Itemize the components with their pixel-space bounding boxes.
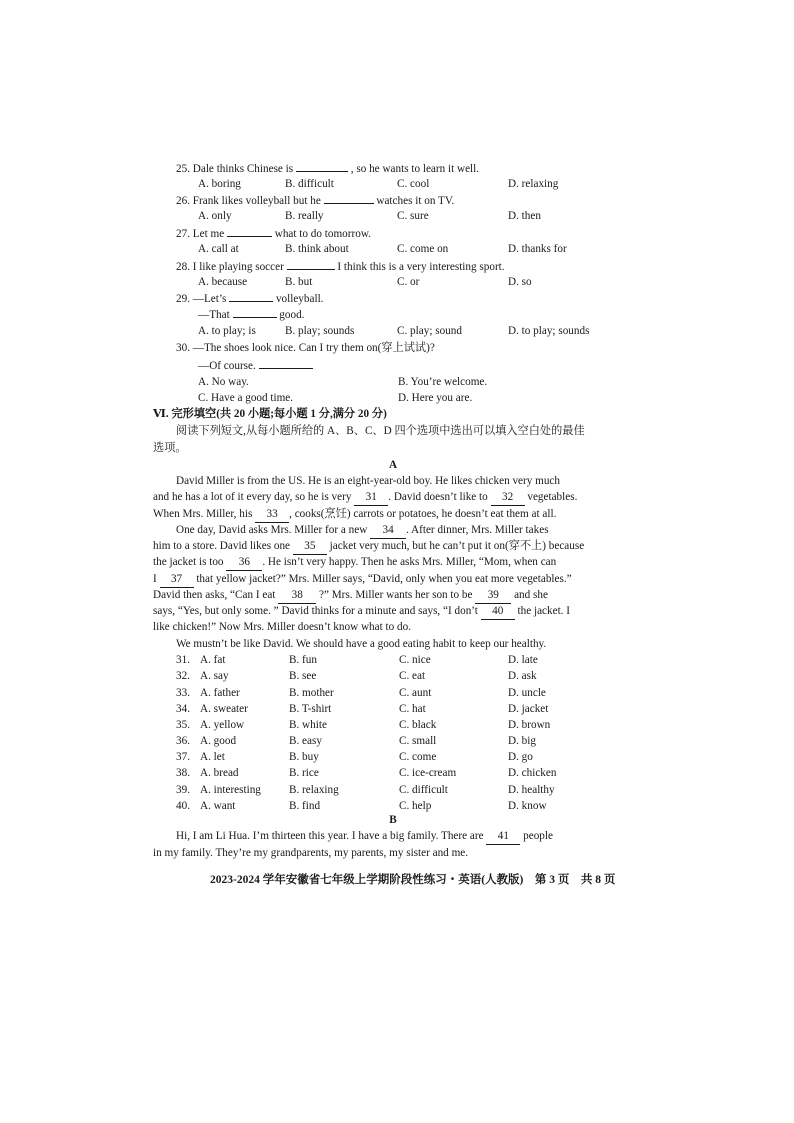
option-number: 36. — [176, 735, 190, 747]
option-number: 39. — [176, 784, 190, 796]
passage-text: One day, David asks Mrs. Miller for a new — [176, 524, 368, 536]
question-text: —That — [198, 309, 230, 321]
passage-line — [176, 522, 656, 539]
passage-text: that yellow jacket?” Mrs. Miller says, “David, only when you eat more vegetables.” — [196, 573, 572, 585]
passage-text: . After dinner, Mrs. Miller takes — [406, 524, 549, 536]
option-b: B. find — [289, 800, 321, 812]
option-number: 38. — [176, 767, 190, 779]
option-a: A. good — [200, 735, 237, 747]
blank-33: 33 — [255, 506, 289, 523]
option-d: D. Here you are. — [398, 392, 473, 404]
passage-text: and she — [514, 589, 548, 601]
passage-line — [153, 554, 633, 571]
option-d: D. thanks for — [508, 243, 567, 255]
option-a: A. call at — [198, 243, 239, 255]
option-b: B. relaxing — [289, 784, 339, 796]
option-number: 40. — [176, 800, 190, 812]
option-b: B. but — [285, 276, 313, 288]
question-text: Dale thinks Chinese is — [192, 163, 294, 175]
passage-text: and he has a lot of it every day, so he is very — [153, 491, 352, 503]
blank-32: 32 — [491, 489, 525, 506]
option-a: A. boring — [198, 178, 241, 190]
passage-line: in my family. They’re my grandparents, my parents, my sister and me. — [153, 847, 469, 859]
option-d: D. know — [508, 800, 547, 812]
option-a: A. only — [198, 210, 232, 222]
option-c: C. cool — [397, 178, 430, 190]
passage-line: David Miller is from the US. He is an eight-year-old boy. He likes chicken very much — [176, 475, 560, 487]
option-number: 33. — [176, 687, 190, 699]
passage-heading: B — [389, 814, 397, 826]
option-d: D. go — [508, 751, 533, 763]
option-number: 32. — [176, 670, 190, 682]
option-c: C. eat — [399, 670, 426, 682]
answer-blank — [287, 258, 335, 270]
option-a: A. because — [198, 276, 248, 288]
section-title: Ⅵ. 完形填空(共 20 小题;每小题 1 分,满分 20 分) — [153, 408, 387, 420]
passage-text: . David doesn’t like to — [388, 491, 488, 503]
option-a: A. fat — [200, 654, 226, 666]
question-text: , so he wants to learn it well. — [350, 163, 480, 175]
passage-text: I — [153, 573, 157, 585]
blank-40: 40 — [481, 603, 515, 620]
option-number: 31. — [176, 654, 190, 666]
option-c: C. small — [399, 735, 437, 747]
blank-37: 37 — [160, 571, 194, 588]
option-d: D. late — [508, 654, 538, 666]
passage-line — [153, 587, 633, 604]
option-d: D. so — [508, 276, 532, 288]
option-number: 35. — [176, 719, 190, 731]
passage-line: like chicken!” Now Mrs. Miller doesn’t know what to do. — [153, 621, 411, 633]
option-c: C. hat — [399, 703, 426, 715]
passage-line — [153, 506, 633, 523]
option-d: D. ask — [508, 670, 537, 682]
question-text: Let me — [192, 228, 225, 240]
section-instruction: 阅读下列短文,从每小题所给的 A、B、C、D 四个选项中选出可以填入空白处的最佳 — [176, 425, 585, 437]
question-text: I like playing soccer — [192, 261, 284, 273]
blank-39: 39 — [475, 587, 511, 604]
option-b: B. really — [285, 210, 324, 222]
passage-text: When Mrs. Miller, his — [153, 508, 253, 520]
option-c: C. sure — [397, 210, 429, 222]
option-b: B. T-shirt — [289, 703, 332, 715]
section-instruction: 选项。 — [153, 442, 187, 454]
question-text: volleyball. — [275, 293, 324, 305]
option-c: C. Have a good time. — [198, 392, 294, 404]
passage-text: David then asks, “Can I eat — [153, 589, 276, 601]
blank-41: 41 — [486, 828, 520, 845]
option-c: C. help — [399, 800, 432, 812]
option-d: D. then — [508, 210, 541, 222]
passage-text: him to a store. David likes one — [153, 540, 291, 552]
passage-line — [153, 538, 633, 555]
blank-35: 35 — [293, 538, 327, 555]
option-d: D. relaxing — [508, 178, 559, 190]
option-d: D. healthy — [508, 784, 555, 796]
option-b: B. mother — [289, 687, 334, 699]
passage-text: vegetables. — [527, 491, 578, 503]
question-text: —Let’s — [192, 293, 227, 305]
option-d: D. big — [508, 735, 536, 747]
question-text: Frank likes volleyball but he — [192, 195, 321, 207]
option-b: B. rice — [289, 767, 319, 779]
option-b: B. play; sounds — [285, 325, 355, 337]
option-c: C. difficult — [399, 784, 448, 796]
question-text: good. — [279, 309, 305, 321]
passage-text: ?” Mrs. Miller wants her son to be — [319, 589, 473, 601]
passage-line — [153, 571, 633, 588]
option-a: A. want — [200, 800, 236, 812]
option-a: A. interesting — [200, 784, 261, 796]
option-c: C. ice-cream — [399, 767, 457, 779]
option-b: B. think about — [285, 243, 349, 255]
option-b: B. fun — [289, 654, 317, 666]
option-c: C. play; sound — [397, 325, 462, 337]
passage-line — [176, 828, 656, 845]
passage-text: Hi, I am Li Hua. I’m thirteen this year. I have a big family. There are — [176, 830, 484, 842]
option-a: A. No way. — [198, 376, 249, 388]
option-c: C. come on — [397, 243, 449, 255]
option-d: D. brown — [508, 719, 551, 731]
question-text: —The shoes look nice. Can I try them on(穿上试试)? — [192, 342, 435, 354]
option-b: B. You’re welcome. — [398, 376, 488, 388]
option-number: 34. — [176, 703, 190, 715]
option-a: A. let — [200, 751, 225, 763]
option-c: C. come — [399, 751, 437, 763]
option-a: A. to play; is — [198, 325, 256, 337]
blank-36: 36 — [226, 554, 262, 571]
passage-text: says, “Yes, but only some. ” David thinks for a minute and says, “I don’t — [153, 605, 478, 617]
answer-blank — [259, 357, 313, 369]
option-d: D. chicken — [508, 767, 557, 779]
option-a: A. sweater — [200, 703, 248, 715]
question-number: 30. — [176, 342, 190, 354]
question-number: 29. — [176, 293, 190, 305]
option-b: B. buy — [289, 751, 319, 763]
page-footer: 2023-2024 学年安徽省七年级上学期阶段性练习・英语(人教版) 第 3 页 共 8 页 — [210, 874, 616, 886]
question-number: 27. — [176, 228, 190, 240]
option-a: A. father — [200, 687, 240, 699]
option-a: A. yellow — [200, 719, 245, 731]
answer-blank — [233, 306, 277, 318]
option-d: D. jacket — [508, 703, 549, 715]
passage-text: the jacket. I — [517, 605, 571, 617]
option-c: C. or — [397, 276, 420, 288]
option-c: C. aunt — [399, 687, 432, 699]
question-text: watches it on TV. — [376, 195, 455, 207]
answer-blank — [296, 160, 348, 172]
option-a: A. say — [200, 670, 229, 682]
question-number: 25. — [176, 163, 190, 175]
question-text: —Of course. — [198, 360, 256, 372]
passage-line: We mustn’t be like David. We should have a good eating habit to keep our healthy. — [176, 638, 547, 650]
question-text: I think this is a very interesting sport. — [337, 261, 505, 273]
option-d: D. uncle — [508, 687, 546, 699]
passage-text: people — [523, 830, 553, 842]
option-b: B. see — [289, 670, 317, 682]
option-a: A. bread — [200, 767, 239, 779]
passage-text: . He isn’t very happy. Then he asks Mrs. Miller, “Mom, when can — [262, 556, 557, 568]
blank-34: 34 — [370, 522, 406, 539]
option-b: B. difficult — [285, 178, 334, 190]
answer-blank — [229, 290, 273, 302]
passage-text: the jacket is too — [153, 556, 224, 568]
option-b: B. easy — [289, 735, 322, 747]
answer-blank — [324, 192, 374, 204]
passage-text: jacket very much, but he can’t put it on(穿不上) because — [329, 540, 585, 552]
passage-line — [153, 603, 633, 620]
option-number: 37. — [176, 751, 190, 763]
passage-text: , cooks(烹饪) carrots or potatoes, he doesn’t eat them at all. — [289, 508, 557, 520]
blank-38: 38 — [278, 587, 316, 604]
question-number: 26. — [176, 195, 190, 207]
option-d: D. to play; sounds — [508, 325, 590, 337]
question-text: what to do tomorrow. — [274, 228, 371, 240]
passage-line — [153, 489, 633, 506]
option-b: B. white — [289, 719, 327, 731]
passage-heading: A — [388, 459, 398, 471]
blank-31: 31 — [354, 489, 388, 506]
answer-blank — [227, 225, 272, 237]
question-number: 28. — [176, 261, 190, 273]
option-c: C. nice — [399, 654, 431, 666]
option-c: C. black — [399, 719, 437, 731]
